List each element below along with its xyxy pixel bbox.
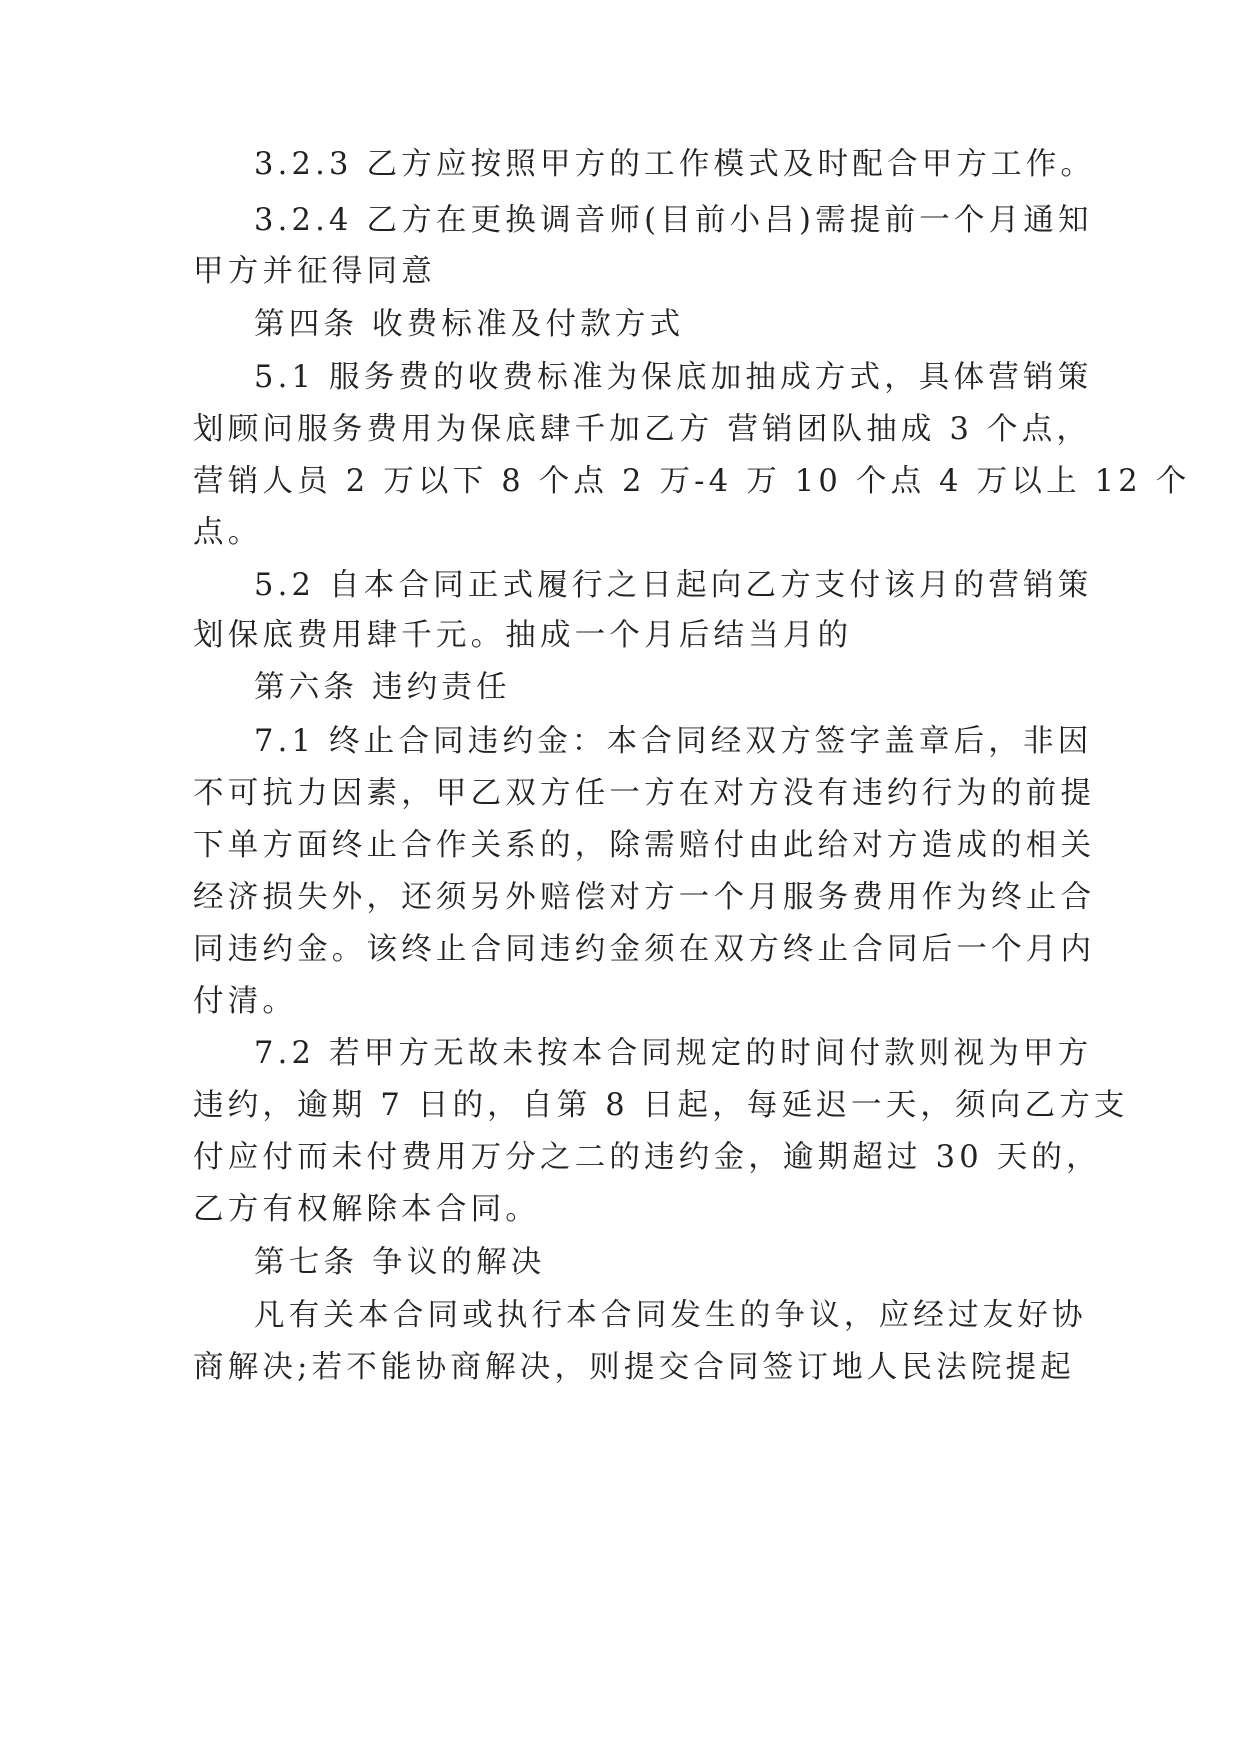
dispute-resolution-paragraph: 凡有关本合同或执行本合同发生的争议，应经过友好协 <box>254 1298 1087 1333</box>
article-4-heading: 第四条 收费标准及付款方式 <box>254 307 685 342</box>
clause-7-1-continued: 付清。 <box>193 984 298 1019</box>
clause-7-2-continued: 付应付而未付费用万分之二的违约金，逾期超过 30 天的， <box>193 1140 1101 1175</box>
clause-5-1: 5.1 服务费的收费标准为保底加抽成方式，具体营销策 <box>254 360 1093 395</box>
clause-7-2-continued: 乙方有权解除本合同。 <box>193 1192 540 1227</box>
clause-5-2: 5.2 自本合同正式履行之日起向乙方支付该月的营销策 <box>254 568 1093 603</box>
clause-7-1-continued: 经济损失外，还须另外赔偿对方一个月服务费用作为终止合 <box>193 880 1096 915</box>
clause-7-2: 7.2 若甲方无故未按本合同规定的时间付款则视为甲方 <box>254 1036 1093 1071</box>
clause-5-1-continued: 点。 <box>193 515 263 550</box>
clause-7-1-continued: 不可抗力因素，甲乙双方任一方在对方没有违约行为的前提 <box>193 776 1096 811</box>
clause-3-2-4: 3.2.4 乙方在更换调音师(目前小吕)需提前一个月通知 <box>254 203 1093 238</box>
dispute-resolution-paragraph-continued: 商解决;若不能协商解决，则提交合同签订地人民法院提起 <box>193 1350 1075 1385</box>
clause-3-2-4-continued: 甲方并征得同意 <box>193 254 436 289</box>
clause-7-2-continued: 违约，逾期 7 日的，自第 8 日起，每延迟一天，须向乙方支 <box>193 1088 1129 1123</box>
clause-7-1: 7.1 终止合同违约金：本合同经双方签字盖章后，非因 <box>254 724 1093 759</box>
article-7-heading: 第七条 争议的解决 <box>254 1245 546 1280</box>
clause-5-2-continued: 划保底费用肆千元。抽成一个月后结当月的 <box>193 618 853 653</box>
clause-7-1-continued: 同违约金。该终止合同违约金须在双方终止合同后一个月内 <box>193 932 1096 967</box>
article-6-heading: 第六条 违约责任 <box>254 670 511 705</box>
clause-3-2-3: 3.2.3 乙方应按照甲方的工作模式及时配合甲方工作。 <box>254 147 1096 182</box>
clause-5-1-continued: 营销人员 2 万以下 8 个点 2 万-4 万 10 个点 4 万以上 12 个 <box>193 464 1191 499</box>
clause-5-1-continued: 划顾问服务费用为保底肆千加乙方 营销团队抽成 3 个点， <box>193 412 1092 447</box>
clause-7-1-continued: 下单方面终止合作关系的，除需赔付由此给对方造成的相关 <box>193 828 1096 863</box>
